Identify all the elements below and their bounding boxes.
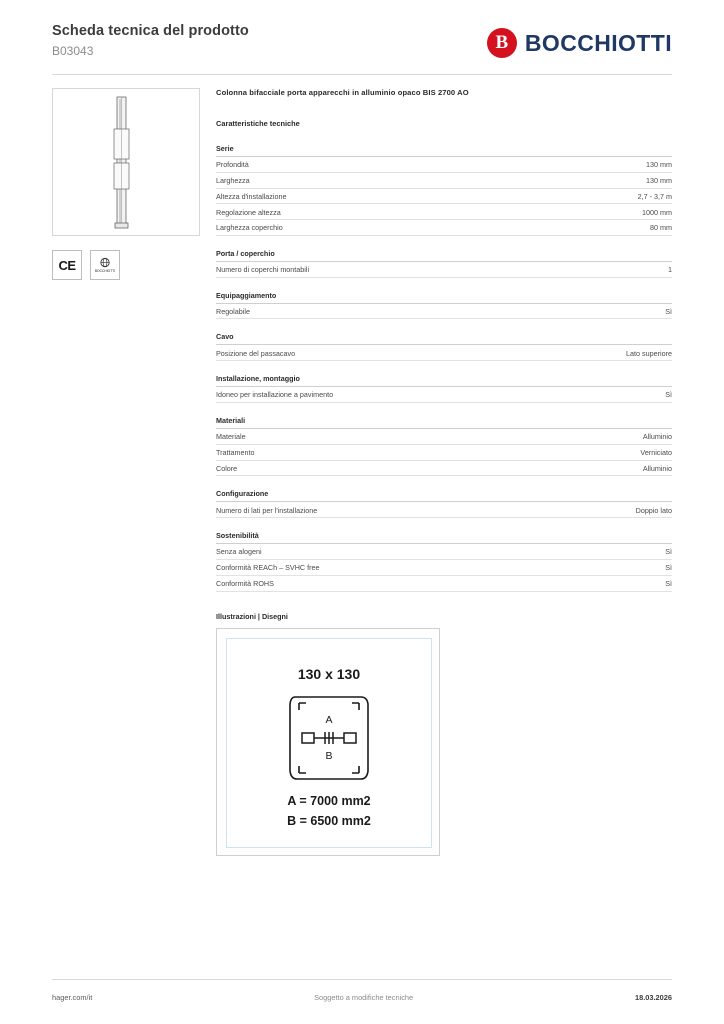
spec-label: Regolazione altezza [216, 207, 281, 217]
spec-group-title: Cavo [216, 332, 672, 345]
spec-label: Altezza d'installazione [216, 191, 287, 201]
table-row [216, 345, 672, 361]
dimension-label: 130 x 130 [297, 665, 361, 682]
page-title: Scheda tecnica del prodotto [52, 23, 249, 39]
spec-group [216, 416, 672, 476]
table-row [216, 461, 672, 477]
spec-group [216, 249, 672, 278]
spec-label: Senza alogeni [216, 547, 262, 557]
spec-value: Sì [665, 547, 672, 557]
spec-value: Sì [665, 578, 672, 588]
table-row [216, 220, 672, 236]
spec-value: 80 mm [650, 223, 672, 233]
table-row [216, 189, 672, 205]
spec-group [216, 489, 672, 518]
page-footer [52, 993, 672, 1002]
spec-value: 130 mm [646, 175, 672, 185]
right-column [216, 88, 672, 856]
spec-label: Conformità REACh – SVHC free [216, 563, 320, 573]
certification-marks [52, 250, 200, 280]
brand-name: BOCCHIOTTI [524, 29, 672, 56]
table-row [216, 173, 672, 189]
spec-group [216, 144, 672, 236]
spec-label: Materiale [216, 432, 246, 442]
svg-text:BOCCHIOTTI: BOCCHIOTTI [95, 269, 115, 273]
spec-label: Idoneo per installazione a pavimento [216, 390, 334, 400]
spec-value: Sì [665, 563, 672, 573]
ce-mark-box [52, 250, 82, 280]
cross-section-diagram [217, 629, 441, 857]
globe-mark-icon [95, 255, 115, 275]
spec-group [216, 291, 672, 320]
eac-mark-box [90, 250, 120, 280]
spec-label: Posizione del passacavo [216, 348, 296, 358]
drawings-box [216, 628, 440, 856]
spec-group-title: Serie [216, 144, 672, 157]
spec-label: Profondità [216, 160, 249, 170]
spec-value: 130 mm [646, 160, 672, 170]
table-row [216, 387, 672, 403]
spec-value: 1000 mm [642, 207, 672, 217]
spec-value: Lato superiore [626, 348, 672, 358]
zone-b-label: B [325, 749, 333, 762]
table-row [216, 560, 672, 576]
spec-value: Alluminio [642, 463, 672, 473]
spec-group-title: Equipaggiamento [216, 291, 672, 304]
spec-group [216, 531, 672, 591]
page-header [0, 0, 724, 74]
table-row [216, 157, 672, 173]
drawings-title: Illustrazioni | Disegni [216, 611, 288, 621]
spec-group-title: Materiali [216, 416, 672, 429]
spec-group-title: Installazione, montaggio [216, 374, 672, 387]
table-row [216, 544, 672, 560]
product-description: Colonna bifacciale porta apparecchi in alluminio opaco BIS 2700 AO [216, 88, 469, 97]
spec-label: Larghezza [216, 175, 250, 185]
ce-mark-icon: CE [58, 257, 76, 273]
spec-value: Verniciato [640, 448, 672, 457]
spec-group-title: Porta / coperchio [216, 249, 672, 262]
area-a-label: A = 7000 mm2 [287, 793, 371, 808]
table-row [216, 576, 672, 592]
footer-divider [52, 979, 672, 980]
table-row [216, 429, 672, 445]
spec-label: Larghezza coperchio [216, 223, 283, 233]
product-code: B03043 [52, 43, 94, 58]
brand-logo [487, 28, 672, 58]
spec-group [216, 374, 672, 403]
product-image [52, 88, 200, 236]
spec-value: Doppio lato [635, 505, 672, 515]
footer-website-link[interactable]: hager.com/it [52, 993, 93, 1002]
spec-value: Sì [665, 306, 672, 316]
table-row [216, 304, 672, 320]
table-row [216, 445, 672, 461]
spec-label: Numero di coperchi montabili [216, 265, 310, 275]
bocchiotti-logo-icon: B [487, 28, 517, 58]
footer-date: 18.03.2026 [634, 993, 672, 1002]
spec-value: Sì [665, 390, 672, 400]
specs-section-title: Caratteristiche tecniche [216, 119, 300, 128]
spec-value: 2,7 - 3,7 m [637, 191, 672, 201]
spec-label: Numero di lati per l'installazione [216, 505, 318, 515]
header-divider [52, 74, 672, 75]
spec-value: 1 [668, 265, 672, 275]
spec-group-title: Sostenibilità [216, 531, 672, 544]
spec-group-title: Configurazione [216, 489, 672, 502]
spec-label: Colore [216, 463, 238, 473]
left-column [52, 88, 200, 280]
spec-label: Conformità ROHS [216, 578, 274, 588]
header-titles [52, 22, 249, 59]
zone-a-label: A [325, 713, 333, 726]
table-row [216, 204, 672, 220]
spec-value: Alluminio [642, 432, 672, 442]
spec-label: Regolabile [216, 306, 250, 316]
spec-label: Trattamento [216, 448, 255, 457]
footer-disclaimer: Soggetto a modifiche tecniche [314, 993, 414, 1002]
area-b-label: B = 6500 mm2 [287, 813, 371, 828]
table-row [216, 262, 672, 278]
table-row [216, 502, 672, 518]
spec-group [216, 332, 672, 361]
product-column-icon [53, 89, 199, 235]
